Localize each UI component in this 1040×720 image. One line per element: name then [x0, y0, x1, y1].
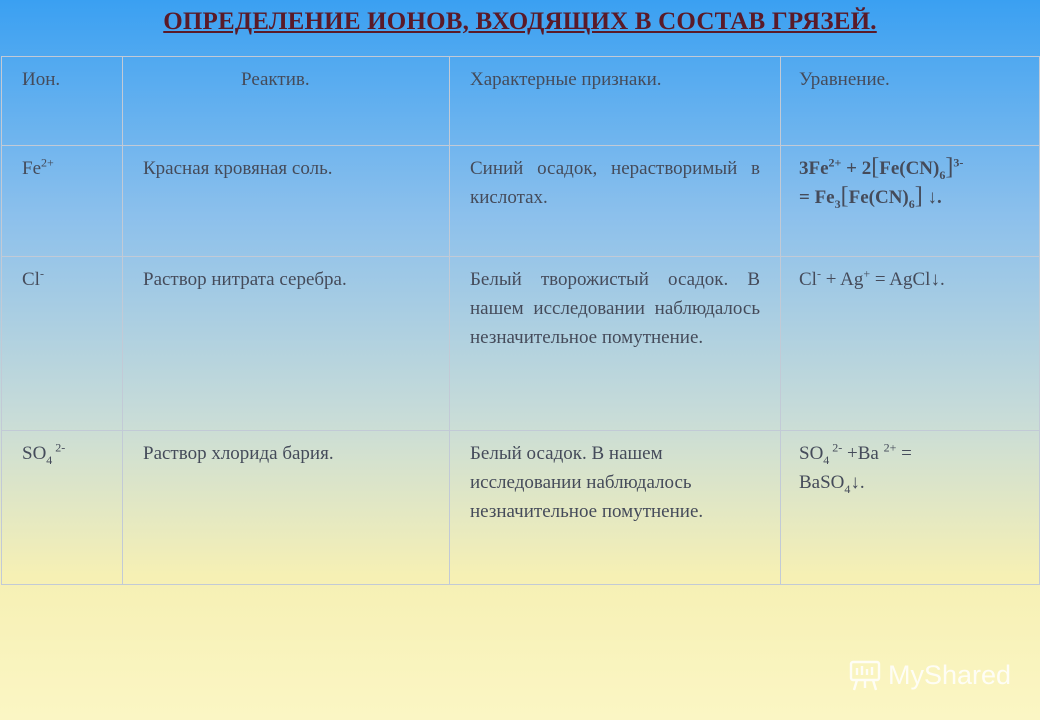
table-row — [2, 146, 1040, 257]
header-reagent: Реактив. — [123, 57, 450, 146]
ion-cell: $Fe^{2+}$ — [2, 146, 123, 257]
watermark-text: MyShared — [888, 659, 1012, 690]
table-row — [2, 257, 1040, 431]
equation-cell: $SO_4$ $^{2-}$ +Ba $^{2+}$ = BaSO$_4$↓. — [781, 431, 1040, 585]
header-equation: Уравнение. — [781, 57, 1040, 146]
ion-cell: $SO_4$ $^{2-}$ — [2, 431, 123, 585]
table-row — [2, 431, 1040, 585]
equation-cell: $3Fe^{2+} + 2[Fe(CN)_6]^{3-}$ = $Fe_3[Fe(CN)_6]$ ↓. — [781, 146, 1040, 257]
table-header-row — [2, 57, 1040, 146]
signs-cell: Белый творожистый осадок. В нашем исследовании наблюдалось незначительное помутнение. — [450, 257, 781, 431]
reagent-cell: Раствор хлорида бария. — [123, 431, 450, 585]
page-title: ОПРЕДЕЛЕНИЕ ИОНОВ, ВХОДЯЩИХ В СОСТАВ ГРЯЗЕЙ. — [163, 8, 877, 35]
ions-table — [1, 56, 1040, 585]
signs-cell: Синий осадок, нерастворимый в кислотах. — [450, 146, 781, 257]
equation-cell: Cl- + Ag+ = AgCl↓. — [781, 257, 1040, 431]
header-signs: Характерные признаки. — [450, 57, 781, 146]
reagent-cell: Раствор нитрата серебра. — [123, 257, 450, 431]
header-ion: Ион. — [2, 57, 123, 146]
presentation-board-icon — [848, 658, 882, 692]
watermark — [848, 656, 1011, 694]
reagent-cell: Красная кровяная соль. — [123, 146, 450, 257]
ion-cell: Cl- — [2, 257, 123, 431]
signs-cell: Белый осадок. В нашем исследовании наблюдалось незначительное помутнение. — [450, 431, 781, 585]
